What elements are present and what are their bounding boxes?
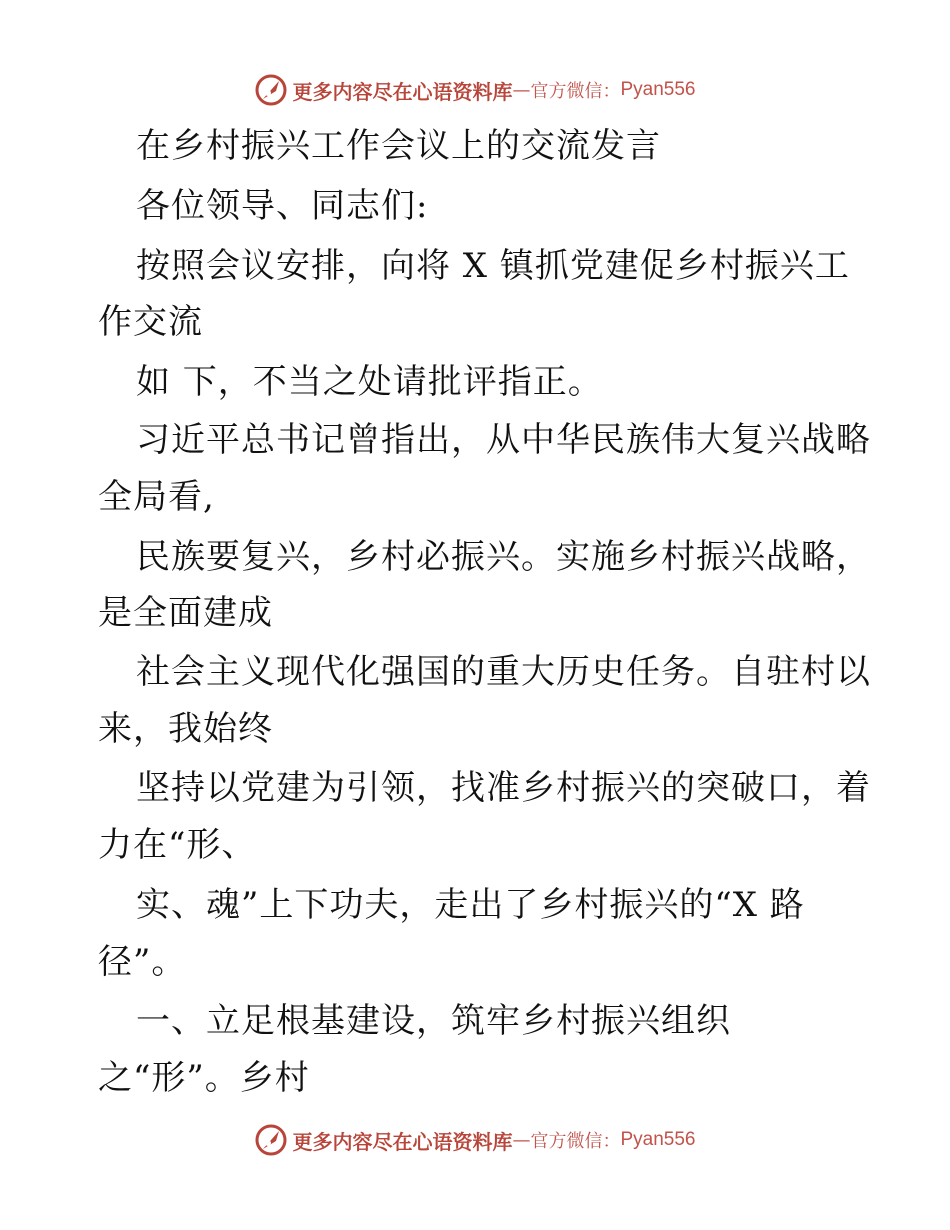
banner-wechat-label: 官方微信：	[530, 1131, 621, 1152]
body-line: 社会主义现代化强国的重大历史任务。自驻村以	[136, 652, 871, 692]
footer-banner	[0, 1120, 950, 1160]
banner-wechat-id: Pyan556	[620, 79, 696, 100]
body-line: 力在“形、	[98, 825, 257, 865]
header-banner	[0, 70, 950, 110]
banner-site-name: 更多内容尽在心语资料库	[292, 1129, 513, 1154]
body-line: 之“形”。乡村	[98, 1058, 310, 1098]
body-line: 作交流	[98, 302, 203, 342]
section-heading: 一、立足根基建设，筑牢乡村振兴组织	[136, 1001, 731, 1041]
body-line: 是全面建成	[98, 593, 273, 633]
body-line: 民族要复兴，乡村必振兴。实施乡村振兴战略，	[136, 537, 871, 577]
body-line: 来，我始终	[98, 709, 273, 749]
body-line: 习近平总书记曾指出，从中华民族伟大复兴战略	[136, 420, 871, 460]
body-line: 坚持以党建为引领，找准乡村振兴的突破口，着	[136, 768, 871, 808]
body-line: 径”。	[98, 942, 187, 982]
banner-wechat-id: Pyan556	[620, 1129, 696, 1150]
body-line: 全局看,	[98, 477, 215, 517]
body-line: 如 下，不当之处请批评指正。	[136, 362, 603, 402]
quill-logo-icon	[254, 1123, 288, 1157]
quill-logo-icon	[254, 73, 288, 107]
banner-dash: —	[512, 79, 531, 101]
banner-dash: —	[512, 1129, 531, 1151]
body-line: 实、魂”上下功夫，走出了乡村振兴的“X 路	[136, 885, 805, 925]
salutation: 各位领导、同志们:	[136, 186, 429, 226]
body-line: 按照会议安排，向将 X 镇抓党建促乡村振兴工	[136, 246, 850, 286]
banner-site-name: 更多内容尽在心语资料库	[292, 79, 513, 104]
document-title: 在乡村振兴工作会议上的交流发言	[136, 126, 661, 166]
banner-wechat-label: 官方微信：	[530, 81, 621, 102]
